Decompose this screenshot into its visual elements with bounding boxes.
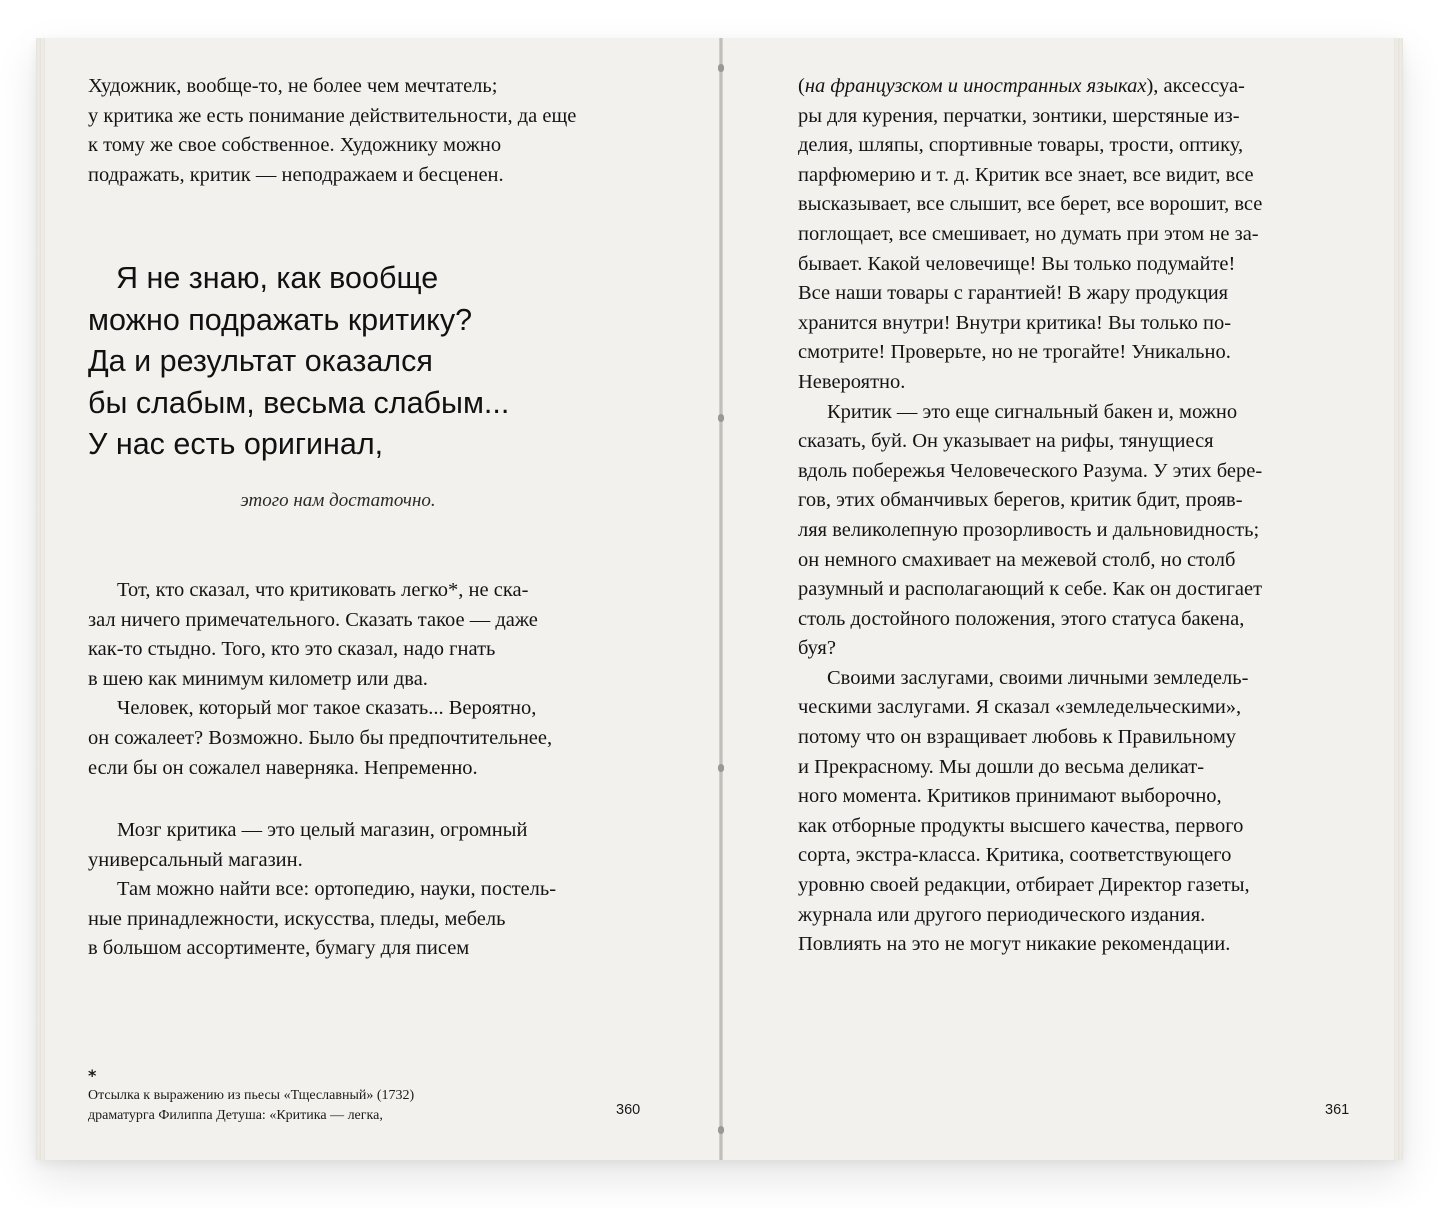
- pull-quote-line: можно подражать критику?: [88, 302, 473, 337]
- page-edges-right: [1394, 38, 1403, 1160]
- text-line: столь достойного положения, этого статуса бакена,: [798, 607, 1245, 630]
- text-line: зал ничего примечательного. Сказать такое — даже: [88, 608, 538, 631]
- text-line: Художник, вообще-то, не более чем мечтатель;: [88, 75, 498, 97]
- footnote-line: драматурга Филиппа Детуша: «Критика — легка,: [88, 1108, 383, 1123]
- page-number-right: 361: [1325, 1102, 1350, 1118]
- text-line: подражать, критик — неподражаем и бесценен.: [88, 163, 504, 186]
- binding-stitch: [718, 764, 724, 772]
- text-line: вдоль побережья Человеческого Разума. У этих бере-: [798, 459, 1263, 482]
- book-spread: [36, 38, 1403, 1160]
- right-page: [721, 38, 1403, 1160]
- footnote-marker: *: [88, 1066, 97, 1085]
- text-line: ные принадлежности, искусства, пледы, мебель: [88, 907, 506, 930]
- text-line: Тот, кто сказал, что критиковать легко*, не ска-: [117, 579, 529, 601]
- text-line: Там можно найти все: ортопедию, науки, постель-: [117, 878, 557, 901]
- lower-paragraphs: [88, 816, 556, 964]
- text-line: Человек, который мог такое сказать... Вероятно,: [117, 697, 537, 720]
- binding-stitch: [718, 414, 724, 422]
- page-edges-left: [36, 38, 45, 1160]
- page-number-left: 360: [616, 1102, 641, 1118]
- text-line: ры для курения, перчатки, зонтики, шерстяные из-: [798, 104, 1240, 127]
- text-line: Повлиять на это не могут никакие рекомендации.: [798, 933, 1231, 956]
- middle-paragraphs: [88, 576, 552, 783]
- pull-quote-line: Да и результат оказался: [88, 344, 433, 378]
- book-gutter: [719, 38, 723, 1160]
- text-line: универсальный магазин.: [88, 848, 303, 871]
- pull-quote-tail: этого нам достаточно.: [240, 490, 436, 511]
- text-line: разумный и располагающий к себе. Как он достигает: [798, 578, 1263, 601]
- text-line: Все наши товары с гарантией! В жару продукция: [798, 282, 1229, 305]
- text-line: он сожалеет? Возможно. Было бы предпочтительнее,: [88, 726, 553, 749]
- text-line: как отборные продукты высшего качества, первого: [798, 814, 1244, 837]
- binding-stitch: [718, 1126, 724, 1134]
- text-line: парфюмерию и т. д. Критик все знает, все видит, все: [798, 163, 1254, 186]
- paren-open: (: [798, 75, 805, 97]
- footnote: [88, 1066, 414, 1126]
- text-line: смотрите! Проверьте, но не трогайте! Уникально.: [798, 341, 1231, 364]
- right-page-text: [798, 72, 1262, 960]
- text-line: буя?: [798, 637, 836, 660]
- text-line: поглощает, все смешивает, но думать при этом не за-: [798, 222, 1259, 245]
- pull-quote: [88, 258, 509, 466]
- text-line: Мозг критика — это целый магазин, огромный: [117, 819, 528, 841]
- text-line: журнала или другого периодического издания.: [798, 903, 1206, 926]
- text-line: как-то стыдно. Того, кто это сказал, надо гнать: [88, 638, 496, 661]
- text-line: и Прекрасному. Мы дошли до весьма деликат-: [798, 755, 1205, 778]
- text-line: бывает. Какой человечище! Вы только подумайте!: [798, 252, 1236, 275]
- text-line: в большом ассортименте, бумагу для писем: [88, 937, 470, 960]
- text-line: Невероятно.: [798, 370, 906, 393]
- text-line: Критик — это еще сигнальный бакен и, можно: [827, 400, 1238, 423]
- text-line: в шею как минимум километр или два.: [88, 667, 428, 690]
- text-line: [798, 72, 1262, 102]
- text-line: хранится внутри! Внутри критика! Вы только по-: [798, 311, 1232, 334]
- text-line: сорта, экстра-класса. Критика, соответствующего: [798, 844, 1232, 867]
- text-line: ческими заслугами. Я сказал «земледельческими»,: [798, 696, 1242, 719]
- italic-phrase: на французском и иностранных языках: [804, 75, 1147, 97]
- text-line: уровню своей редакции, отбирает Директор газеты,: [798, 874, 1250, 897]
- text-line: делия, шляпы, спортивные товары, трости, оптику,: [798, 134, 1244, 157]
- text-line: гов, этих обманчивых берегов, критик бдит, прояв-: [798, 489, 1243, 512]
- pull-quote-line: Я не знаю, как вообще: [116, 261, 439, 295]
- text-line: к тому же свое собственное. Художнику можно: [88, 134, 502, 157]
- text-line: Своими заслугами, своими личными земледель-: [827, 666, 1249, 689]
- text-line: у критика же есть понимание действительности, да еще: [88, 104, 577, 127]
- text-line: если бы он сожалел наверняка. Непременно.: [88, 756, 478, 779]
- opening-paragraph: [88, 72, 576, 190]
- pull-quote-line: бы слабым, весьма слабым...: [88, 385, 510, 420]
- left-page: [36, 38, 721, 1160]
- pull-quote-line: У нас есть оригинал,: [88, 427, 384, 461]
- text-line: сказать, буй. Он указывает на рифы, тянущиеся: [798, 430, 1214, 453]
- text-line: ного момента. Критиков принимают выборочно,: [798, 785, 1222, 808]
- text-line: потому что он взращивает любовь к Правильному: [798, 726, 1237, 749]
- text-line: высказывает, все слышит, все берет, все ворошит, все: [798, 193, 1263, 216]
- text-line: ляя великолепную прозорливость и дальновидность;: [798, 518, 1260, 541]
- text-line: он немного смахивает на межевой столб, но столб: [798, 548, 1236, 571]
- footnote-line: Отсылка к выражению из пьесы «Тщеславный» (1732): [88, 1088, 415, 1103]
- binding-stitch: [718, 64, 724, 72]
- text-fragment: ), аксессуа-: [1146, 75, 1245, 97]
